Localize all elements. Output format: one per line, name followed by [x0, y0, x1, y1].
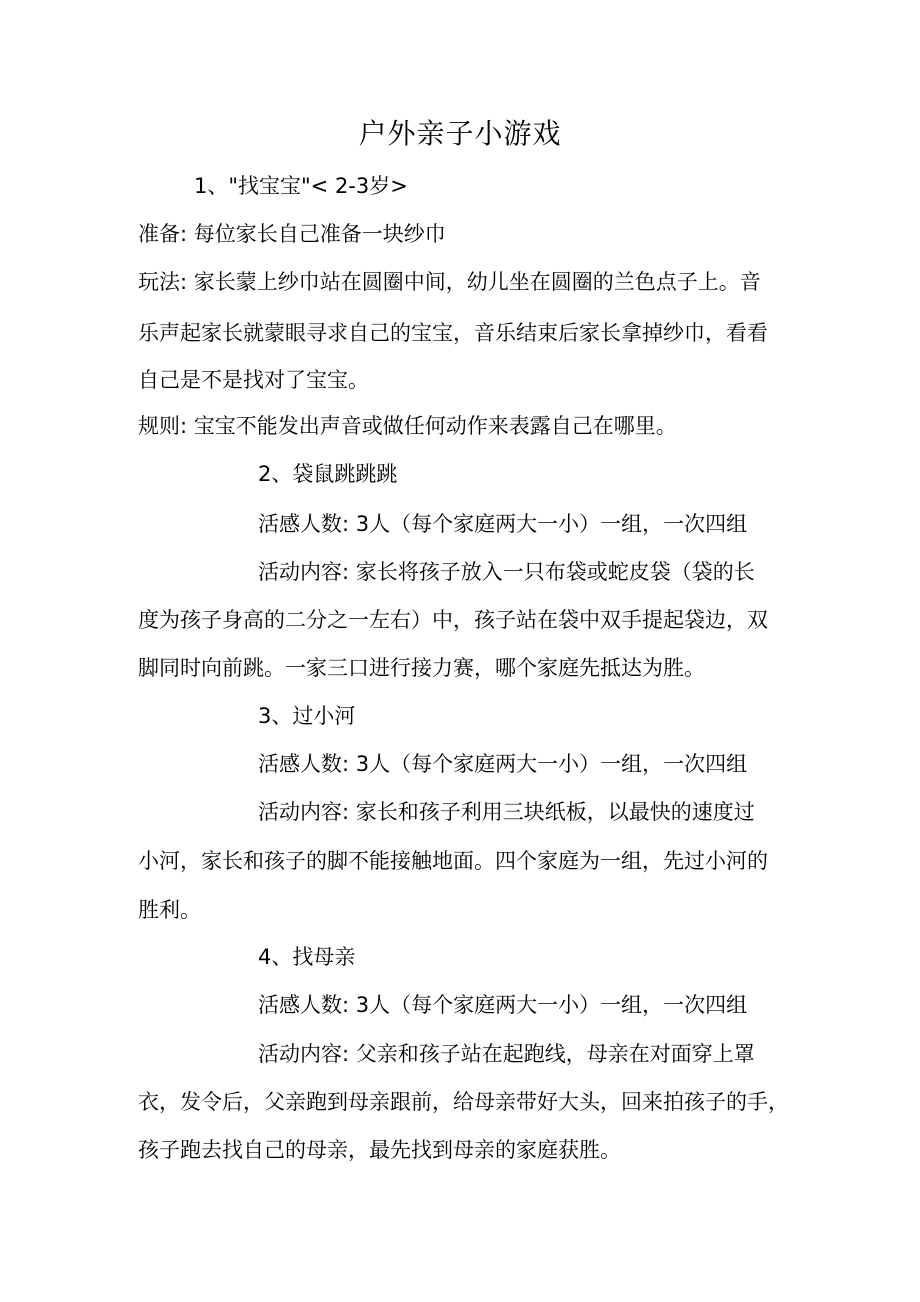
section-1-play-line-1: 玩法: 家长蒙上纱巾站在圆圈中间，幼儿坐在圆圈的兰色点子上。音: [138, 270, 761, 294]
section-2-count: 活感人数: 3人（每个家庭两大一小）一组，一次四组: [258, 512, 748, 536]
section-4-content-line-1: 活动内容: 父亲和孩子站在起跑线，母亲在对面穿上罩: [258, 1042, 755, 1066]
section-3-content-line-2: 小河，家长和孩子的脚不能接触地面。四个家庭为一组，先过小河的: [138, 849, 768, 873]
section-1-play-line-3: 自己是不是找对了宝宝。: [138, 368, 369, 392]
section-4-content-line-2: 衣，发令后，父亲跑到母亲跟前，给母亲带好大头，回来拍孩子的手，: [138, 1090, 789, 1114]
section-2-content-line-3: 脚同时向前跳。一家三口进行接力赛，哪个家庭先抵达为胜。: [138, 656, 705, 680]
document-title: 户外亲子小游戏: [358, 117, 562, 150]
section-3-content-line-1: 活动内容: 家长和孩子利用三块纸板，以最快的速度过: [258, 800, 755, 824]
section-3-count: 活感人数: 3人（每个家庭两大一小）一组，一次四组: [258, 752, 748, 776]
section-4-content-line-3: 孩子跑去找自己的母亲，最先找到母亲的家庭获胜。: [138, 1138, 621, 1162]
section-1-heading: 1、"找宝宝"< 2-3岁>: [194, 174, 408, 198]
section-4-count: 活感人数: 3人（每个家庭两大一小）一组，一次四组: [258, 993, 748, 1017]
section-3-heading: 3、过小河: [258, 704, 356, 728]
section-1-play-line-2: 乐声起家长就蒙眼寻求自己的宝宝，音乐结束后家长拿掉纱巾，看看: [138, 321, 768, 345]
section-2-content-line-1: 活动内容: 家长将孩子放入一只布袋或蛇皮袋（袋的长: [258, 560, 755, 584]
section-4-heading: 4、找母亲: [258, 945, 356, 969]
section-1-rule: 规则: 宝宝不能发出声音或做任何动作来表露自己在哪里。: [138, 414, 677, 438]
section-2-heading: 2、袋鼠跳跳跳: [258, 462, 398, 486]
section-1-prep: 准备: 每位家长自己准备一块纱巾: [138, 222, 446, 246]
section-3-content-line-3: 胜利。: [138, 898, 201, 922]
section-2-content-line-2: 度为孩子身高的二分之一左右）中，孩子站在袋中双手提起袋边，双: [138, 608, 768, 632]
